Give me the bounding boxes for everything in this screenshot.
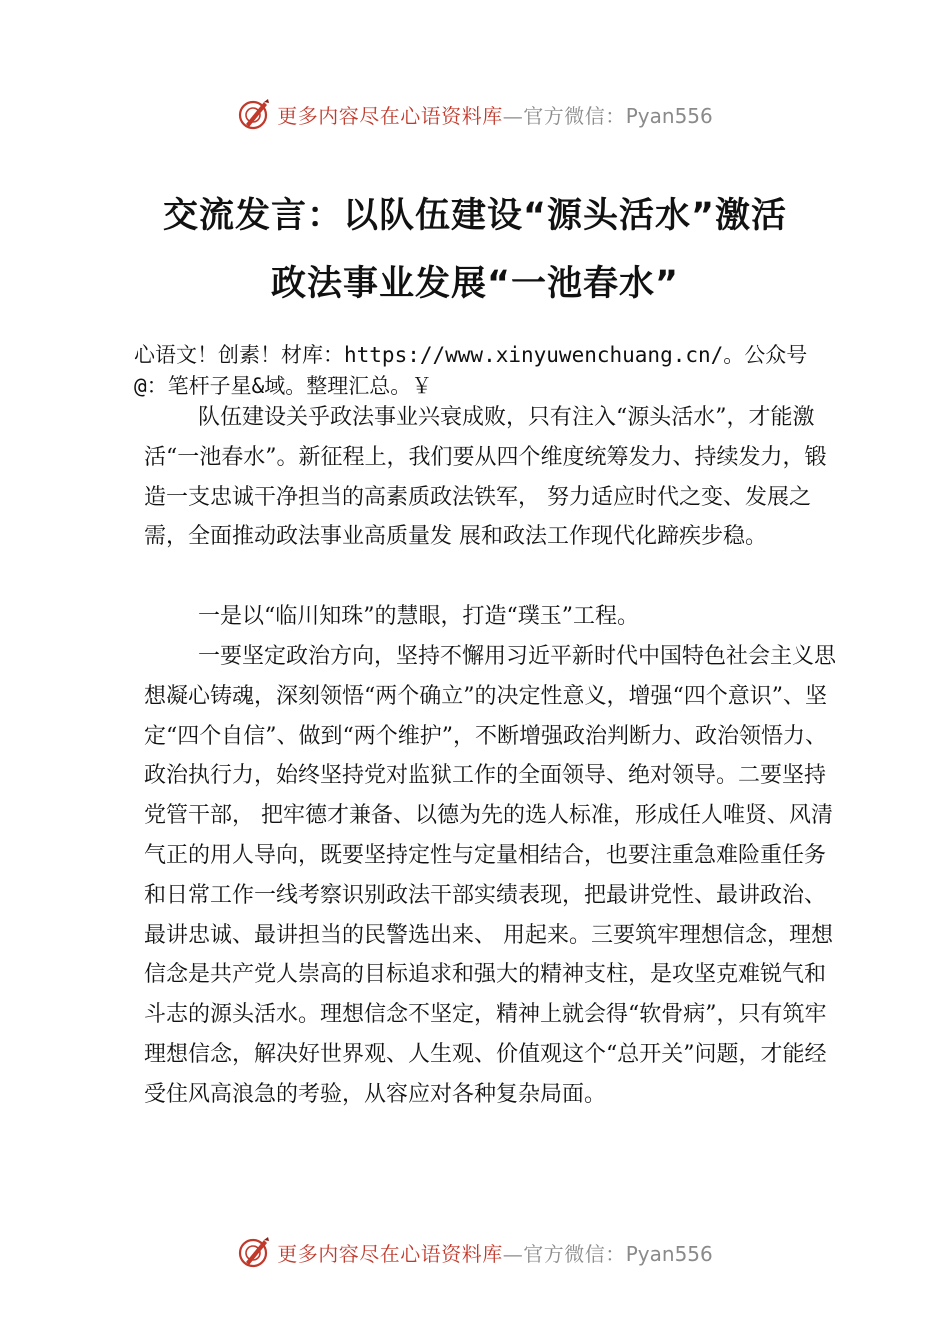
- body-paragraph-2: 一是以“临川知珠”的慧眼，打造“璞玉”工程。: [198, 604, 639, 629]
- footer-banner-wechat-id: Pyan556: [625, 1241, 713, 1266]
- source-note: 心语文！创素！材库：https://www.xinyuwenchuang.cn/。公众号@：笔杆子星&域。整理汇总。￥: [134, 343, 808, 398]
- header-banner-main: 更多内容尽在心语资料库: [277, 103, 503, 128]
- pen-logo-icon: [237, 97, 271, 131]
- body-paragraph-3: 一要坚定政治方向，坚持不懈用习近平新时代中国特色社会主义思想凝心铸魂，深刻领悟“两个确立”的决定性意义，增强“四个意识”、坚定“四个自信”、做到“两个维护”，不断增强政治判断力、政治领悟力、政治执行力，始终坚持党对监狱工作的全面领导、绝对领导。二要坚持党管干部， 把牢德才兼备、以德为先的选人标准，形成任人唯贤、风清气正的用人导向，既要坚持定性与定量相结合，也要注重急难险重任务和日常工作一线考察识别政法干部实绩表现，把最讲党性、最讲政治、最讲忠诚、最讲担当的民警选出来、 用起来。三要筑牢理想信念，理想信念是共产党人崇高的目标追求和强大的精神支柱，是攻坚克难锐气和斗志的源头活水。理想信念不坚定，精神上就会得“软骨病”，只有筑牢理想信念，解决好世界观、人生观、价值观这个“总开关”问题，才能经受住风高浪急的考验，从容应对各种复杂局面。: [144, 644, 837, 1107]
- footer-banner-dash: —: [502, 1241, 524, 1266]
- pen-logo-icon: [237, 1235, 271, 1269]
- header-banner-text: [277, 100, 713, 129]
- footer-banner-text: [277, 1238, 713, 1267]
- header-banner-wechat-label: 官方微信：: [523, 103, 626, 128]
- footer-banner-wechat-label: 官方微信：: [523, 1241, 626, 1266]
- document-title-line-2: 政法事业发展“一池春水”: [270, 264, 679, 304]
- document-title-line-1: 交流发言：以队伍建设“源头活水”激活: [162, 196, 787, 236]
- header-banner-wechat-id: Pyan556: [625, 103, 713, 128]
- footer-banner: [0, 1232, 950, 1272]
- header-banner: [0, 94, 950, 134]
- body-paragraph-1: 队伍建设关乎政法事业兴衰成败，只有注入“源头活水”，才能激活“一池春水”。新征程上，我们要从四个维度统筹发力、持续发力，锻造一支忠诚干净担当的高素质政法铁军， 努力适应时代之变、发展之需，全面推动政法事业高质量发 展和政法工作现代化蹄疾步稳。: [144, 405, 827, 550]
- header-banner-dash: —: [502, 103, 524, 128]
- footer-banner-main: 更多内容尽在心语资料库: [277, 1241, 503, 1266]
